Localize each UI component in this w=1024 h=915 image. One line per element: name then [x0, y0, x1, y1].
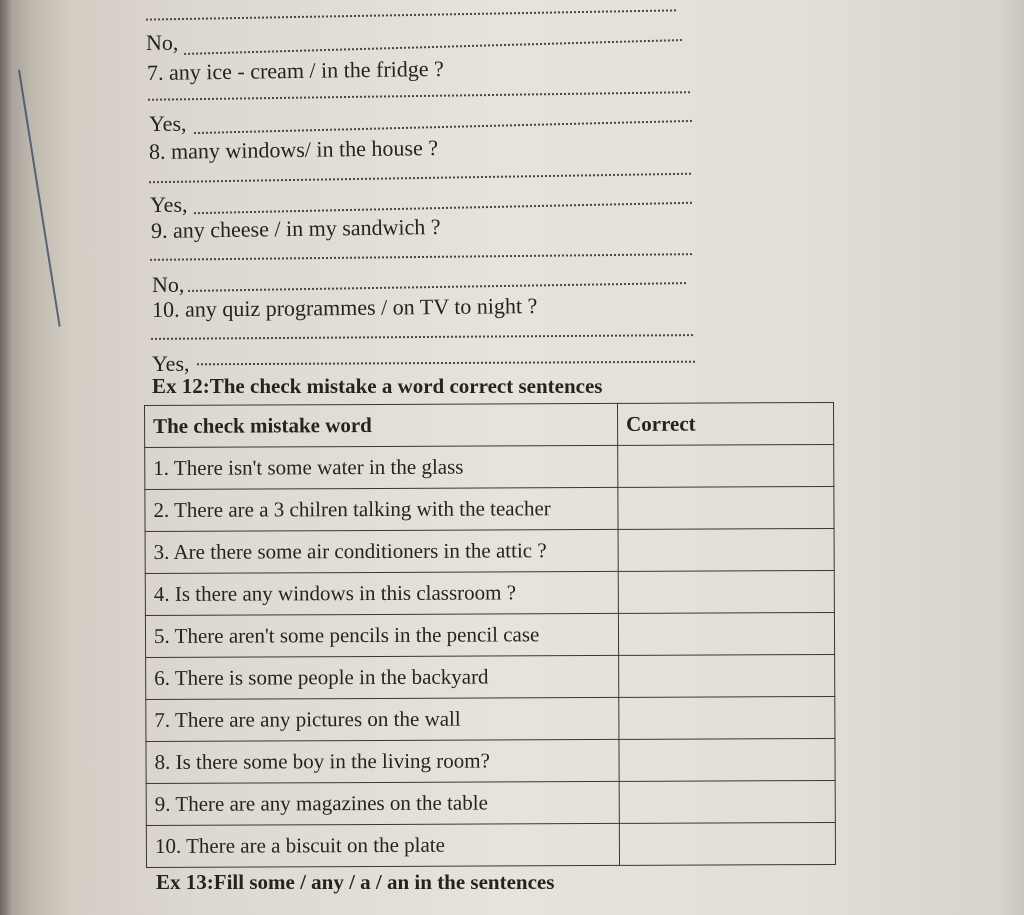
- table-row: [145, 612, 834, 657]
- question-answer-section: [0, 0, 1024, 380]
- answer-dotted-line: [194, 120, 692, 134]
- sentence-cell: 3. Are there some air conditioners in the attic ?: [145, 529, 618, 573]
- table-row: [146, 696, 835, 741]
- exercise-12-title: Ex 12:The check mistake a word correct sentences: [152, 374, 603, 398]
- table-row: [146, 654, 835, 699]
- table-row: [145, 444, 834, 489]
- answer-prefix: Yes,: [152, 351, 190, 376]
- question-prompt: 9. any cheese / in my sandwich ?: [150, 213, 441, 244]
- correct-answer-cell[interactable]: [618, 486, 834, 529]
- sentence-cell: 7. There are any pictures on the wall: [146, 697, 619, 741]
- correct-answer-cell[interactable]: [618, 528, 834, 571]
- sentence-cell: 9. There are any magazines on the table: [146, 781, 619, 825]
- correct-answer-cell[interactable]: [618, 612, 834, 655]
- question-prompt: 7. any ice - cream / in the fridge ?: [146, 55, 445, 86]
- table-row: [146, 738, 835, 783]
- answer-dotted-line: [188, 282, 686, 292]
- question-dotted-line: [148, 91, 690, 101]
- column-header-sentence: The check mistake word: [145, 403, 618, 447]
- question-dotted-line: [150, 253, 692, 261]
- sentence-cell: 6. There is some people in the backyard: [146, 655, 619, 699]
- correct-answer-cell[interactable]: [618, 570, 834, 613]
- sentence-cell: 5. There aren't some pencils in the pencil case: [145, 613, 618, 657]
- table-row: [146, 780, 835, 825]
- answer-prefix: No,: [152, 272, 185, 297]
- sentence-cell: 1. There isn't some water in the glass: [145, 445, 618, 489]
- answer-prefix: Yes,: [150, 192, 188, 217]
- table-header-row: [145, 402, 834, 447]
- question-dotted-line: [151, 334, 693, 340]
- column-header-correct: Correct: [617, 402, 833, 445]
- correct-answer-cell[interactable]: [619, 696, 835, 739]
- table-row: [145, 570, 834, 615]
- exercise-13-title: Ex 13:Fill some / any / a / an in the sentences: [156, 870, 555, 894]
- sentence-cell: 10. There are a biscuit on the plate: [146, 823, 619, 867]
- table-row: [145, 486, 834, 531]
- answer-dotted-line: [184, 39, 682, 55]
- answer-prefix: Yes,: [149, 111, 187, 136]
- sentence-cell: 4. Is there any windows in this classroom ?: [145, 571, 618, 615]
- correct-answer-cell[interactable]: [619, 822, 835, 865]
- correct-answer-cell[interactable]: [618, 444, 834, 487]
- sentence-cell: 2. There are a 3 chilren talking with the teacher: [145, 487, 618, 531]
- answer-dotted-line: [146, 9, 676, 20]
- answer-dotted-line: [194, 202, 692, 214]
- mistake-correction-table: [144, 402, 836, 868]
- answer-prefix: No,: [146, 30, 179, 55]
- question-prompt: 8. many windows/ in the house ?: [148, 134, 439, 165]
- answer-dotted-line: [197, 361, 695, 366]
- correct-answer-cell[interactable]: [619, 780, 835, 823]
- question-prompt: 10. any quiz programmes / on TV to night ?: [151, 292, 538, 323]
- question-dotted-line: [149, 173, 691, 184]
- sentence-cell: 8. Is there some boy in the living room?: [146, 739, 619, 783]
- table-row: [145, 528, 834, 573]
- correct-answer-cell[interactable]: [619, 738, 835, 781]
- table-row: [146, 822, 835, 867]
- correct-answer-cell[interactable]: [619, 654, 835, 697]
